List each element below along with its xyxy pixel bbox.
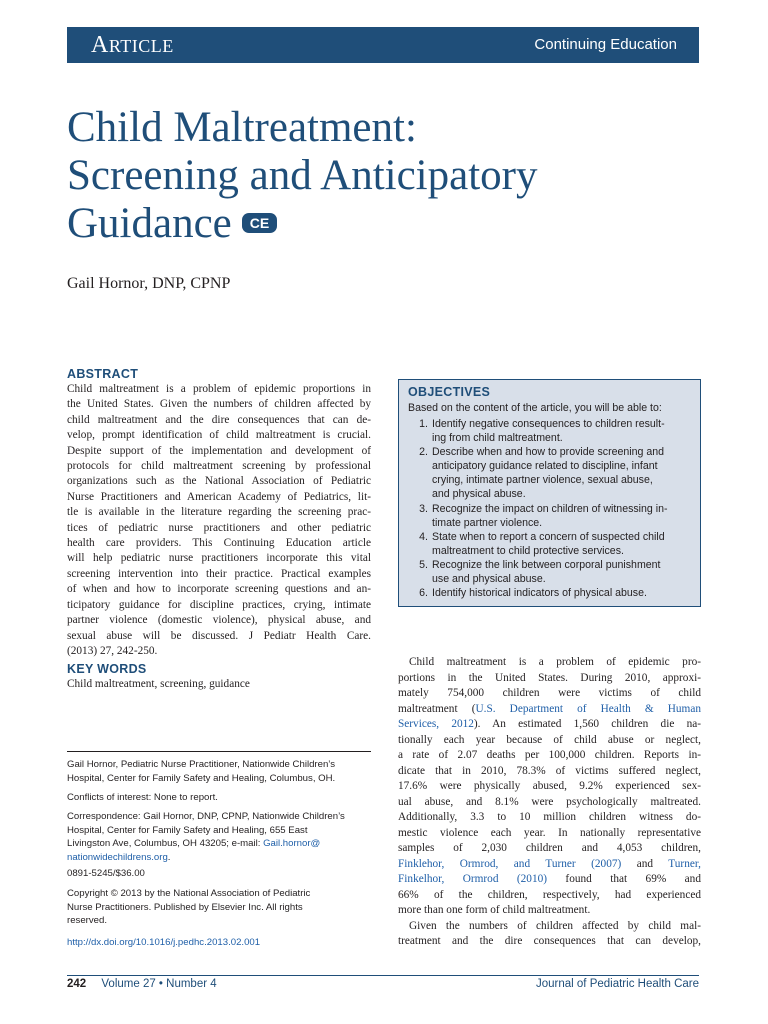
objective-item bbox=[408, 417, 695, 445]
body-text-span: and bbox=[621, 857, 669, 870]
abstract-line: sexual abuse will be discussed. J Pediatr Health Care. bbox=[67, 629, 371, 642]
body-line bbox=[398, 717, 701, 733]
citation-link[interactable]: U.S. Department of Health & Human bbox=[475, 702, 701, 715]
correspondence-line bbox=[67, 837, 377, 851]
abstract-line: partner violence (domestic violence), physical abuse, and bbox=[67, 614, 371, 627]
email-link[interactable]: Gail.hornor@ bbox=[263, 838, 321, 850]
title-line-3-text: Guidance bbox=[67, 200, 232, 247]
copyright bbox=[67, 887, 377, 928]
correspondence-line: Hospital, Center for Family Safety and Healing, 655 East bbox=[67, 824, 308, 836]
abstract-line: the United States. Given the numbers of children affected by bbox=[67, 398, 371, 411]
objective-line: and physical abuse. bbox=[432, 488, 526, 501]
objective-number: 6. bbox=[419, 587, 428, 600]
continuing-education-label: Continuing Education bbox=[534, 36, 677, 53]
article-title bbox=[67, 104, 687, 248]
correspondence-line: Correspondence: Gail Hornor, DNP, CPNP, Nationwide Children’s bbox=[67, 811, 345, 822]
body-text-span: ). An estimated 1,560 children die na- bbox=[473, 718, 701, 730]
abstract-heading: ABSTRACT bbox=[67, 367, 139, 381]
abstract-text bbox=[67, 382, 371, 659]
abstract-line: of when and how to incorporate screening questions and an- bbox=[67, 583, 371, 596]
doi-link[interactable]: http://dx.doi.org/10.1016/j.pedhc.2013.02.001 bbox=[67, 937, 261, 948]
body-line: treatment and the dire consequences that can develop, bbox=[398, 935, 701, 947]
body-text-span: found that 69% and bbox=[547, 873, 701, 885]
body-line: portions in the United States. During 2010, approxi- bbox=[398, 671, 701, 684]
body-line: 17.6% were physically abused, 9.2% experienced sex- bbox=[398, 780, 701, 792]
body-line: Additionally, 3.3 to 10 million children witness do- bbox=[398, 811, 701, 823]
abstract-line: organizations such as the National Association of Pediatric bbox=[67, 475, 371, 488]
keywords-heading: KEY WORDS bbox=[67, 662, 147, 676]
copyright-line: Nurse Practitioners. Published by Elsevier Inc. All rights bbox=[67, 901, 303, 913]
objective-line: Identify historical indicators of physical abuse. bbox=[432, 587, 647, 600]
journal-name: Journal of Pediatric Health Care bbox=[536, 978, 699, 990]
abstract-line: Despite support of the implementation and development of bbox=[67, 444, 371, 457]
keywords-text: Child maltreatment, screening, guidance bbox=[67, 678, 250, 690]
email-link-continued[interactable]: nationwidechildrens.org bbox=[67, 851, 168, 863]
correspondence-end: . bbox=[167, 851, 171, 863]
body-line bbox=[398, 857, 701, 873]
objectives-box bbox=[398, 379, 701, 607]
body-line: Child maltreatment is a problem of epidemic pro- bbox=[409, 656, 701, 668]
abstract-line: tices of pediatric nurse practitioners and other pediatric bbox=[67, 521, 371, 534]
objective-line: timate partner violence. bbox=[432, 516, 543, 529]
affiliation-line: Gail Hornor, Pediatric Nurse Practitioner, Nationwide Children’s bbox=[67, 759, 336, 770]
affiliation-line: Hospital, Center for Family Safety and Healing, Columbus, OH. bbox=[67, 772, 336, 784]
citation-link[interactable]: Services, 2012 bbox=[398, 718, 474, 730]
title-line-1: Child Maltreatment: bbox=[67, 104, 417, 151]
objective-line: Describe when and how to provide screening and bbox=[432, 446, 665, 459]
objective-number: 2. bbox=[419, 446, 428, 459]
copyright-line: reserved. bbox=[67, 915, 107, 927]
objective-item bbox=[408, 445, 695, 501]
objectives-intro: Based on the content of the article, you will be able to: bbox=[408, 402, 662, 414]
body-text bbox=[398, 655, 701, 950]
article-label-rest: RTICLE bbox=[108, 36, 174, 56]
objective-number: 1. bbox=[419, 418, 428, 430]
objective-line: use and physical abuse. bbox=[432, 573, 546, 586]
correspondence bbox=[67, 810, 377, 864]
objective-line: Recognize the link between corporal punishment bbox=[432, 558, 661, 571]
body-line: 66% of the children, respectively, had experienced bbox=[398, 888, 701, 901]
page-footer bbox=[67, 978, 699, 990]
objective-line: ing from child maltreatment. bbox=[432, 432, 563, 445]
conflicts-statement: Conflicts of interest: None to report. bbox=[67, 792, 218, 803]
page-number: 242 bbox=[67, 978, 87, 990]
objective-line: State when to report a concern of suspected child bbox=[432, 530, 665, 543]
body-line: a rate of 2.07 deaths per 100,000 children. Reports in- bbox=[398, 749, 701, 761]
abstract-line: ticipatory guidance for discipline practices, crying, intimate bbox=[67, 598, 371, 611]
abstract-line: velop, prompt identification of child maltreatment is crucial. bbox=[67, 429, 371, 442]
author-affiliation bbox=[67, 758, 377, 785]
body-line: mestic violence each year. In nationally representative bbox=[398, 826, 701, 839]
body-line: mately 754,000 children were victims of child bbox=[398, 687, 701, 699]
body-line: more than one form of child maltreatment. bbox=[398, 904, 591, 916]
objective-item bbox=[408, 586, 695, 600]
abstract-line: (2013) 27, 242-250. bbox=[67, 644, 158, 657]
body-line: Given the numbers of children affected by child mal- bbox=[409, 919, 701, 932]
body-text-span: maltreatment ( bbox=[398, 702, 476, 715]
copyright-line: Copyright © 2013 by the National Association of Pediatric bbox=[67, 888, 311, 899]
correspondence-address: Livingston Ave, Columbus, OH 43205; e-mail: bbox=[67, 838, 264, 850]
body-line bbox=[398, 872, 701, 888]
volume-issue: Volume 27 • Number 4 bbox=[101, 978, 217, 990]
issn: 0891-5245/$36.00 bbox=[67, 868, 145, 879]
objective-item bbox=[408, 530, 695, 558]
title-line-2: Screening and Anticipatory bbox=[67, 152, 538, 199]
title-line-3 bbox=[67, 200, 687, 248]
body-line: ual abuse, and 8.1% were psychologically maltreated. bbox=[398, 795, 701, 808]
citation-link[interactable]: Finkelhor, Ormrod (2010) bbox=[398, 873, 548, 885]
objective-line: Identify negative consequences to children result- bbox=[432, 418, 665, 430]
abstract-line: child maltreatment and the dire consequences that can de- bbox=[67, 413, 371, 426]
citation-link[interactable]: Finklehor, Ormrod, and Turner (2007) bbox=[398, 857, 622, 870]
objective-item bbox=[408, 502, 695, 530]
body-line: dicate that in 2010, 78.3% of victims suffered neglect, bbox=[398, 764, 701, 777]
objectives-heading: OBJECTIVES bbox=[408, 385, 491, 399]
objective-number: 3. bbox=[419, 502, 428, 515]
abstract-line: Nurse Practitioners and American Academy of Pediatrics, lit- bbox=[67, 490, 371, 503]
body-line bbox=[398, 702, 701, 718]
footer-rule bbox=[67, 975, 699, 976]
section-header-bar bbox=[67, 27, 699, 63]
objective-line: crying, intimate partner violence, sexual abuse, bbox=[432, 474, 653, 487]
objectives-list bbox=[408, 417, 695, 600]
abstract-line: will help pediatric nurse practitioners incorporate this vital bbox=[67, 552, 371, 565]
objective-line: Recognize the impact on children of witnessing in- bbox=[432, 502, 668, 515]
citation-link[interactable]: Turner, bbox=[668, 857, 701, 870]
objective-line: maltreatment to child protective services. bbox=[432, 544, 624, 557]
author-name: Gail Hornor, DNP, CPNP bbox=[67, 275, 231, 292]
footnote-rule bbox=[67, 751, 371, 752]
abstract-line: Child maltreatment is a problem of epidemic proportions in bbox=[67, 383, 371, 395]
article-label bbox=[91, 32, 174, 59]
ce-badge: CE bbox=[242, 213, 277, 233]
abstract-line: health care providers. This Continuing Education article bbox=[67, 537, 371, 550]
objective-item bbox=[408, 558, 695, 586]
body-line: tionally each year because of child abuse or neglect, bbox=[398, 733, 701, 746]
objective-number: 4. bbox=[419, 530, 428, 543]
article-label-initial: A bbox=[91, 32, 109, 58]
objective-number: 5. bbox=[419, 558, 428, 571]
abstract-line: tle is available in the literature regarding the screening prac- bbox=[67, 506, 371, 519]
correspondence-line bbox=[67, 851, 377, 865]
objective-line: anticipatory guidance related to discipline, infant bbox=[432, 460, 658, 473]
abstract-line: protocols for child maltreatment screening by professional bbox=[67, 460, 371, 473]
body-line: samples of 2,030 children and 4,053 children, bbox=[398, 842, 701, 854]
abstract-line: screening intervention into their practice. Practical examples bbox=[67, 567, 371, 580]
